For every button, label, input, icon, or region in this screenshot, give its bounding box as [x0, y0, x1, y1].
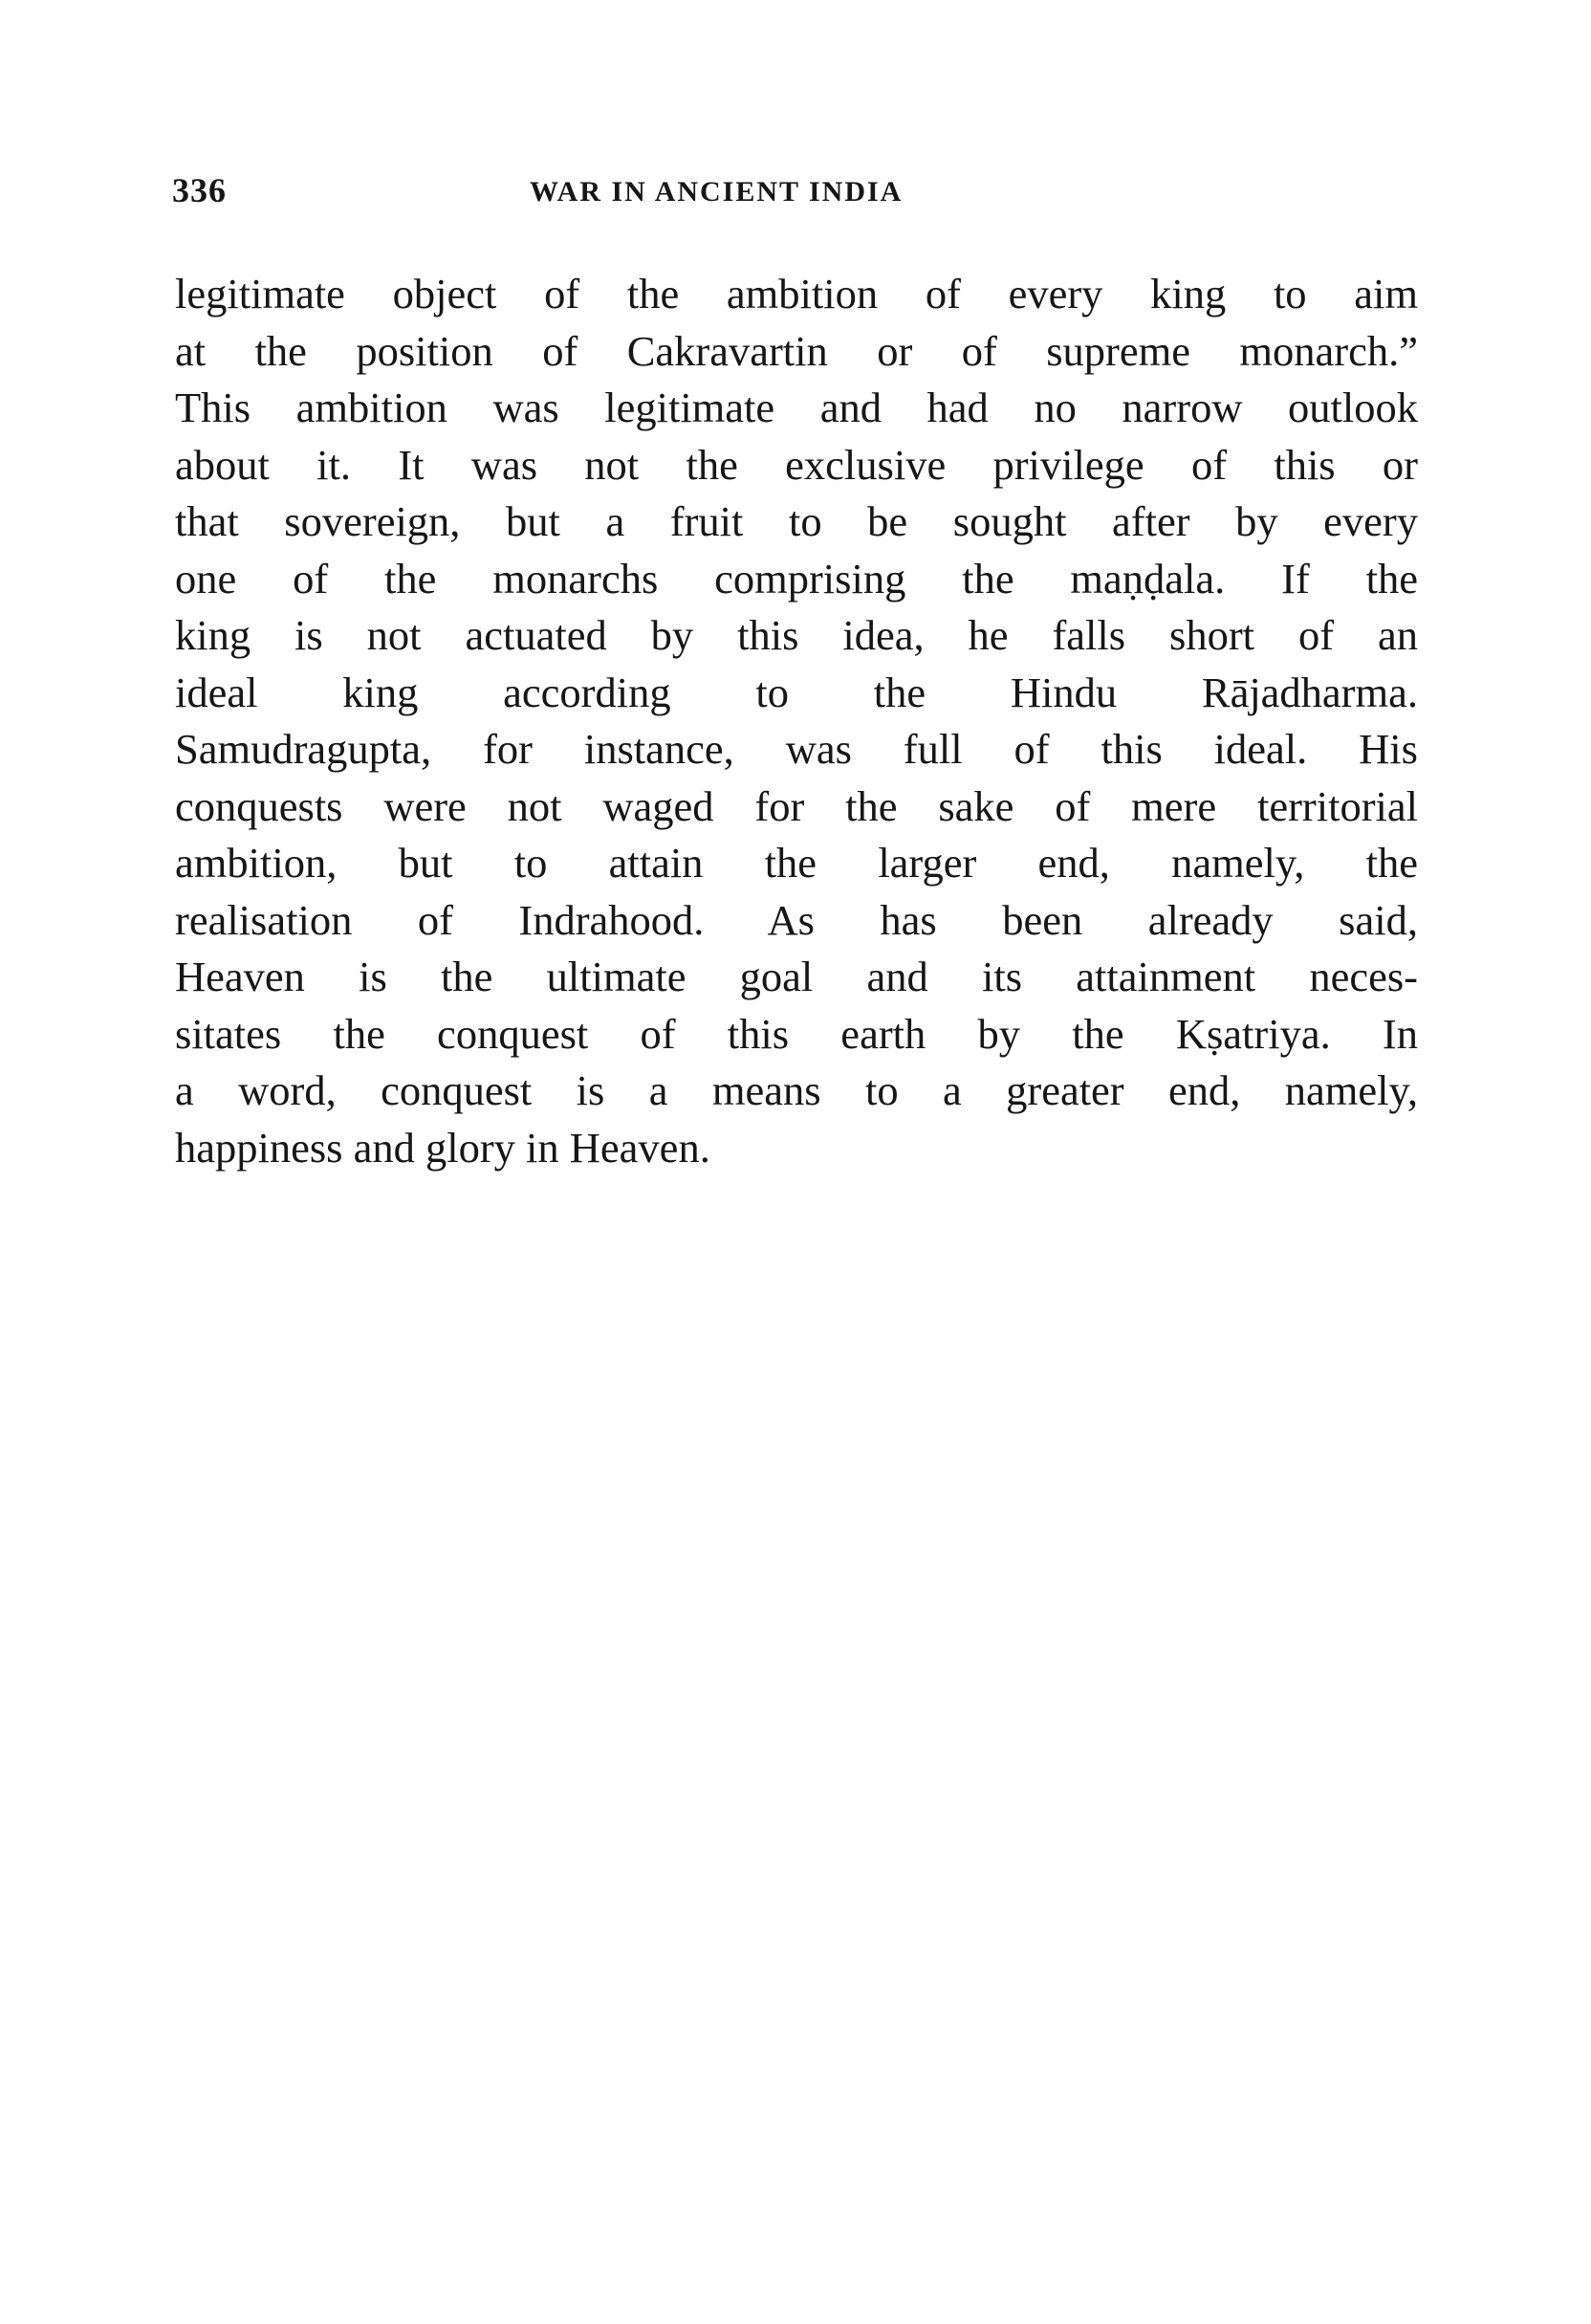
text-line: Samudragupta, for instance, was full of this ideal. His — [175, 725, 1418, 773]
text-line: about it. It was not the exclusive privilege of this or — [175, 440, 1418, 489]
text-line: realisation of Indrahood. As has been already said, — [175, 895, 1418, 944]
text-line: a word, conquest is a means to a greater end, namely, — [175, 1066, 1418, 1114]
body-paragraph — [175, 266, 1418, 1176]
text-line: happiness and glory in Heaven. — [175, 1123, 710, 1172]
text-line: one of the monarchs comprising the maṇḍala. If the — [175, 554, 1418, 603]
text-line: at the position of Cakravartin or of supreme monarch.” — [175, 326, 1418, 375]
text-line: king is not actuated by this idea, he falls short of an — [175, 611, 1418, 659]
text-line: sitates the conquest of this earth by the Kṣatriya. In — [175, 1009, 1418, 1058]
text-line: ideal king according to the Hindu Rājadharma. — [175, 668, 1418, 716]
text-line: Heaven is the ultimate goal and its attainment neces- — [175, 953, 1418, 1000]
running-title: WAR IN ANCIENT INDIA — [530, 176, 904, 208]
text-line: conquests were not waged for the sake of mere territorial — [175, 781, 1418, 830]
text-line: ambition, but to attain the larger end, namely, the — [175, 839, 1418, 887]
page-number: 336 — [172, 171, 227, 209]
text-line: that sovereign, but a fruit to be sought after by every — [175, 497, 1418, 545]
text-line: legitimate object of the ambition of every king to aim — [175, 270, 1418, 318]
text-line: This ambition was legitimate and had no narrow outlook — [175, 384, 1418, 431]
running-head — [172, 170, 1415, 218]
